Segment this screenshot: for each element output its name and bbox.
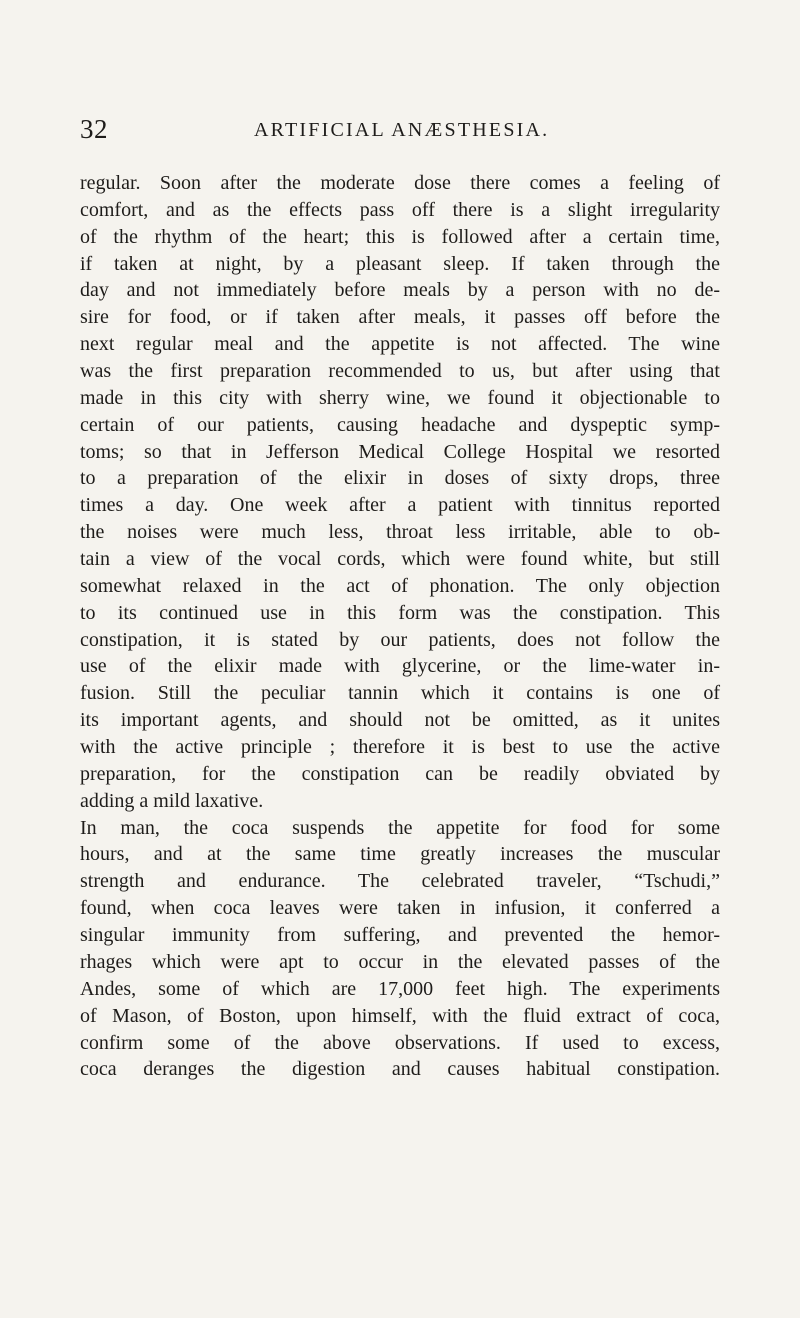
- text-line: coca deranges the digestion and causes habitual constipation.: [80, 1058, 720, 1081]
- text-line: sire for food, or if taken after meals, it passes off before the: [80, 306, 720, 329]
- text-line: next regular meal and the appetite is not affected. The wine: [80, 333, 720, 356]
- text-line-paragraph-start: In man, the coca suspends the appetite for food for some: [80, 816, 720, 839]
- text-line: the noises were much less, throat less irritable, able to ob-: [80, 521, 720, 544]
- text-line: Andes, some of which are 17,000 feet high. The experiments: [80, 977, 720, 1000]
- text-line: made in this city with sherry wine, we found it objectionable to: [80, 386, 720, 409]
- text-line: strength and endurance. The celebrated traveler, “Tschudi,”: [80, 870, 720, 893]
- text-line: of the rhythm of the heart; this is followed after a certain time,: [80, 225, 720, 248]
- text-line: preparation, for the constipation can be readily obviated by: [80, 762, 720, 785]
- text-line: toms; so that in Jefferson Medical College Hospital we resorted: [80, 440, 720, 463]
- text-line: rhages which were apt to occur in the elevated passes of the: [80, 950, 720, 973]
- text-line: its important agents, and should not be omitted, as it unites: [80, 709, 720, 732]
- text-line: found, when coca leaves were taken in infusion, it conferred a: [80, 897, 720, 920]
- text-line: times a day. One week after a patient with tinnitus reported: [80, 494, 720, 517]
- text-line: to its continued use in this form was the constipation. This: [80, 601, 720, 624]
- page-number: 32: [80, 114, 108, 144]
- text-line-paragraph-end: adding a mild laxative.: [80, 789, 264, 812]
- text-line: certain of our patients, causing headache and dyspeptic symp-: [80, 413, 720, 436]
- page-header: [80, 114, 720, 144]
- text-line: of Mason, of Boston, upon himself, with the fluid extract of coca,: [80, 1004, 720, 1027]
- text-line: to a preparation of the elixir in doses of sixty drops, three: [80, 467, 720, 490]
- text-line: confirm some of the above observations. If used to excess,: [80, 1031, 720, 1054]
- text-line: singular immunity from suffering, and prevented the hemor-: [80, 924, 720, 947]
- text-line: constipation, it is stated by our patients, does not follow the: [80, 628, 720, 651]
- text-line: was the first preparation recommended to us, but after using that: [80, 360, 720, 383]
- text-line: comfort, and as the effects pass off there is a slight irregularity: [80, 198, 720, 221]
- text-line: tain a view of the vocal cords, which were found white, but still: [80, 548, 720, 571]
- text-line: if taken at night, by a pleasant sleep. If taken through the: [80, 252, 720, 275]
- body-text: [80, 170, 720, 1083]
- text-line: with the active principle ; therefore it is best to use the active: [80, 736, 720, 759]
- text-line: somewhat relaxed in the act of phonation. The only objection: [80, 574, 720, 597]
- text-line: use of the elixir made with glycerine, or the lime-water in-: [80, 655, 720, 678]
- text-line: hours, and at the same time greatly increases the muscular: [80, 843, 720, 866]
- running-title: ARTIFICIAL ANÆSTHESIA.: [254, 119, 550, 141]
- text-line: day and not immediately before meals by a person with no de-: [80, 279, 720, 302]
- text-line: regular. Soon after the moderate dose there comes a feeling of: [80, 172, 720, 194]
- text-line: fusion. Still the peculiar tannin which it contains is one of: [80, 682, 720, 705]
